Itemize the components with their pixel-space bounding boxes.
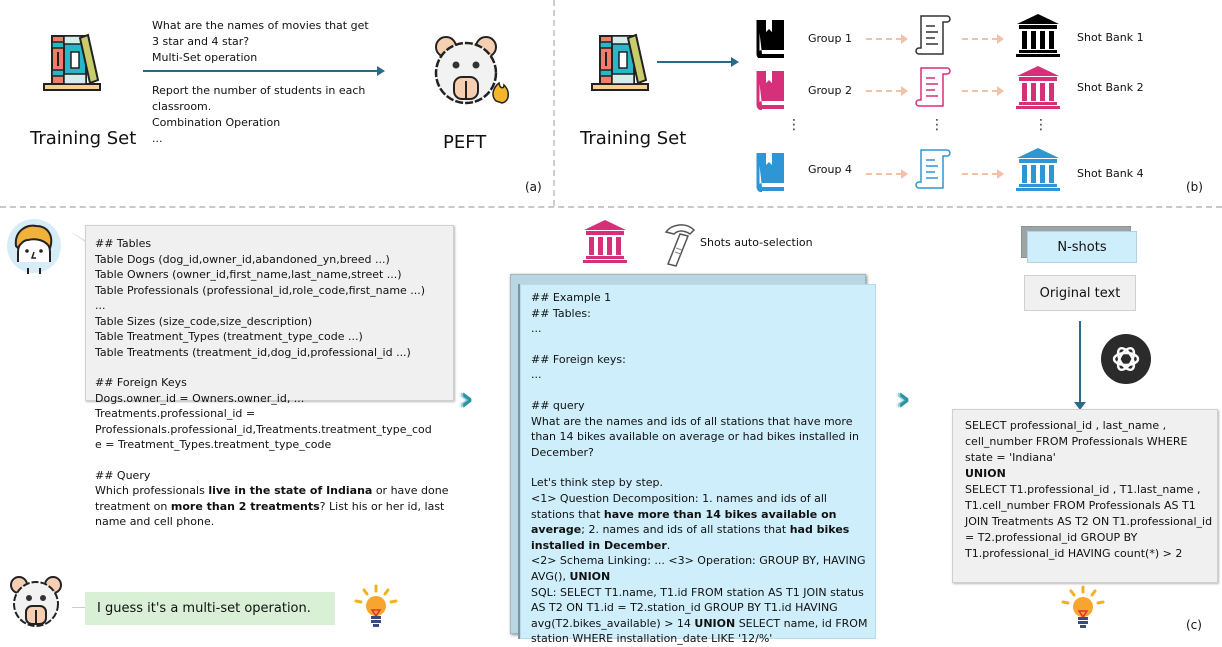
- table-line: Table Treatment_Types (treatment_type_code ...): [95, 330, 363, 343]
- example-shot-content: [531, 290, 871, 647]
- bank-icon: [1015, 64, 1061, 110]
- ellipsis: ...: [531, 368, 542, 382]
- vertical-ellipsis: ⋮: [930, 117, 944, 133]
- query-header: ## Query: [95, 468, 151, 482]
- panel-divider-horizontal: [0, 206, 1222, 208]
- fk-header: ## Foreign Keys: [95, 376, 187, 389]
- vertical-ellipsis: ⋮: [1034, 117, 1048, 133]
- example-sql: SQL: SELECT T1.name, T1.id FROM station AS T1 JOIN status AS T2 ON T1.id = T2.station_id GROUP BY T1.id HAVING avg(T2.bikes_available) > 14 UNION SELECT name, id FROM station WHERE installation_date LIKE '12/%': [531, 585, 868, 646]
- query-header: ## query: [531, 398, 585, 412]
- dashed-arrow: [866, 90, 902, 92]
- lightbulb-icon: [1059, 585, 1107, 633]
- schema-linking: <2> Schema Linking: ... <3> Operation: GROUP BY, HAVING AVG(), UNION: [531, 554, 866, 583]
- lightbulb-icon: [352, 584, 400, 632]
- table-line: Table Professionals (professional_id,role_code,first_name ...): [95, 283, 426, 297]
- ellipsis: ...: [531, 322, 542, 336]
- original-text-box: Original text: [1024, 275, 1136, 311]
- bank-icon: [1015, 12, 1061, 58]
- cot-intro: Let's think step by step.: [531, 476, 664, 490]
- question-decomposition: <1> Question Decomposition: 1. names and ids of all stations that have more than 14 bikes available on average; 2. names and ids of all stations that had bikes installed in December.: [531, 491, 850, 552]
- sql-part-2: SELECT T1.professional_id , T1.last_name , T1.cell_number FROM Professionals AS T1 JOIN Treatments AS T2 ON T1.professional_id = T2.professional_id GROUP BY T1.professional_id HAVING count(*) > 2: [965, 483, 1213, 560]
- query-text: What are the names and ids of all stations that have more than 14 bikes available on average or had bikes installed in December?: [531, 414, 860, 459]
- arrow: [657, 61, 737, 63]
- example-operation: Multi-Set operation: [152, 51, 258, 64]
- query-text: Which professionals live in the state of Indiana or have done treatment on more than 2 treatments? List his or her id, last name and cell phone.: [95, 484, 449, 528]
- shots-auto-selection-label: Shots auto-selection: [700, 236, 813, 249]
- input-prompt-content: [95, 236, 455, 530]
- bank-icon: [1015, 146, 1061, 192]
- chevrons-right-icon: ›››: [893, 379, 900, 419]
- fk-line: Dogs.owner_id = Owners.owner_id, ...: [95, 391, 305, 405]
- panel-a-label: (a): [525, 180, 542, 194]
- training-set-label: Training Set: [580, 128, 687, 149]
- example-operation: Combination Operation: [152, 116, 281, 129]
- tables-header: ## Tables:: [531, 306, 591, 320]
- fk-line: e = Treatment_Types.treatment_type_code: [95, 438, 332, 451]
- dashed-arrow: [866, 38, 902, 40]
- training-set-label: Training Set: [30, 128, 137, 149]
- sql-part-1: SELECT professional_id , last_name , cell_number FROM Professionals WHERE state = 'Indiana': [965, 419, 1188, 464]
- table-line: ...: [95, 299, 106, 312]
- group-label: Group 4: [808, 163, 852, 176]
- scroll-icon: [915, 14, 951, 58]
- table-line: Table Dogs (dog_id,owner_id,abandoned_yn,breed ...): [95, 252, 390, 266]
- ellipsis: ...: [152, 132, 163, 145]
- example-question: classroom.: [152, 100, 212, 113]
- book-icon: [756, 18, 786, 58]
- example-question: What are the names of movies that get: [152, 19, 369, 32]
- panel-c-label: (c): [1186, 618, 1202, 632]
- panel-b-label: (b): [1186, 180, 1203, 194]
- fk-line: Professionals.professional_id,Treatments.treatment_type_cod: [95, 422, 432, 436]
- dashed-arrow: [962, 173, 998, 175]
- table-line: Table Sizes (size_code,size_description): [95, 314, 313, 328]
- tables-header: ## Tables: [95, 237, 152, 250]
- arrow: [143, 70, 383, 72]
- shot-bank-label: Shot Bank 2: [1077, 81, 1144, 94]
- group-label: Group 2: [808, 84, 852, 97]
- example-1: [152, 18, 382, 66]
- shot-bank-label: Shot Bank 1: [1077, 31, 1144, 44]
- n-shots-box: N-shots: [1027, 231, 1137, 263]
- vertical-ellipsis: ⋮: [787, 117, 801, 133]
- example-2: [152, 83, 382, 147]
- scroll-icon: [915, 148, 951, 192]
- books-icon: [42, 30, 102, 92]
- fk-line: Treatments.professional_id =: [95, 407, 256, 420]
- panel-divider-vertical: [553, 0, 555, 206]
- chevrons-right-icon: ›››: [456, 379, 463, 419]
- book-icon: [756, 68, 786, 110]
- table-line: Table Owners (owner_id,first_name,last_name,street ...): [95, 268, 402, 281]
- guess-bubble: I guess it's a multi-set operation.: [85, 592, 335, 625]
- scroll-icon: [915, 66, 951, 110]
- user-avatar-icon: [6, 218, 62, 276]
- book-icon: [756, 150, 786, 192]
- down-arrow: [1079, 321, 1081, 405]
- dashed-arrow: [866, 173, 902, 175]
- fk-header: ## Foreign keys:: [531, 352, 626, 366]
- group-label: Group 1: [808, 32, 852, 45]
- dashed-arrow: [962, 38, 998, 40]
- bubble-connector: [72, 607, 86, 608]
- books-icon: [590, 30, 650, 92]
- example-header: ## Example 1: [531, 291, 612, 304]
- fire-icon: [493, 83, 508, 103]
- hammer-icon: [662, 222, 698, 268]
- peft-label: PEFT: [443, 132, 487, 153]
- sql-union: UNION: [965, 467, 1006, 480]
- example-question: Report the number of students in each: [152, 84, 366, 97]
- table-line: Table Treatments (treatment_id,dog_id,professional_id ...): [95, 345, 411, 359]
- dashed-arrow: [962, 90, 998, 92]
- example-question: 3 star and 4 star?: [152, 35, 250, 48]
- shot-bank-label: Shot Bank 4: [1077, 167, 1144, 180]
- output-sql: [965, 418, 1215, 562]
- bank-icon: [579, 218, 631, 264]
- bear-icon: [8, 576, 64, 628]
- bear-icon: [432, 35, 516, 107]
- openai-logo-icon: [1101, 334, 1151, 384]
